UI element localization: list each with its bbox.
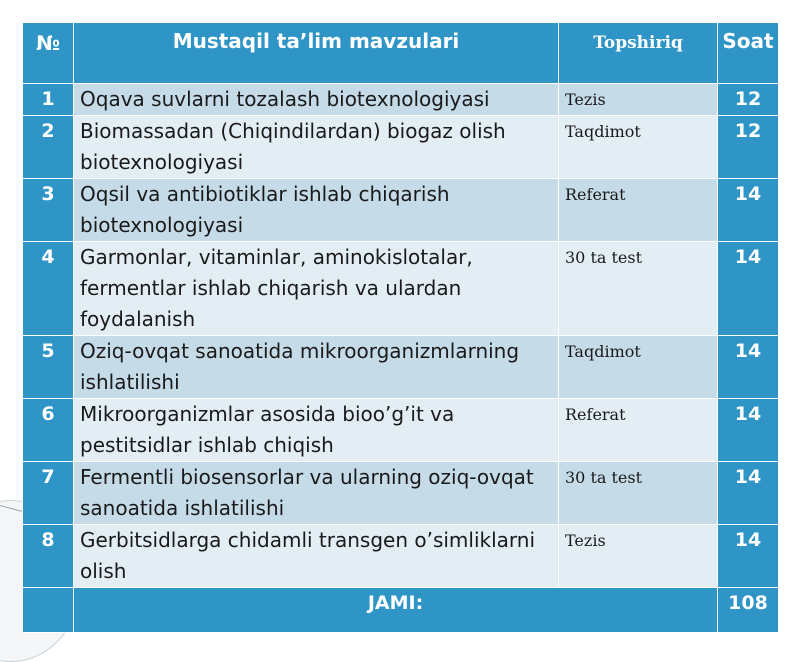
row-hours: 14 — [718, 336, 779, 399]
row-topic: Oqsil va antibiotiklar ishlab chiqarish biotexnologiyasi — [74, 179, 559, 242]
row-hours: 12 — [718, 116, 779, 179]
independent-study-table — [22, 22, 779, 633]
row-number: 5 — [23, 336, 74, 399]
row-hours: 14 — [718, 179, 779, 242]
table-total-row — [23, 588, 779, 633]
header-hours: Soat — [718, 23, 779, 84]
table-row — [23, 242, 779, 336]
table-row — [23, 84, 779, 116]
table-row — [23, 525, 779, 588]
header-task: Topshiriq — [559, 23, 718, 84]
row-hours: 14 — [718, 525, 779, 588]
row-number: 6 — [23, 399, 74, 462]
row-topic: Garmonlar, vitaminlar, aminokislotalar, fermentlar ishlab chiqarish va ulardan foydalanish — [74, 242, 559, 336]
row-topic: Fermentli biosensorlar va ularning oziq-ovqat sanoatida ishlatilishi — [74, 462, 559, 525]
table-row — [23, 179, 779, 242]
total-spacer — [23, 588, 74, 633]
row-hours: 14 — [718, 242, 779, 336]
row-topic: Biomassadan (Chiqindilardan) biogaz olish biotexnologiyasi — [74, 116, 559, 179]
row-number: 8 — [23, 525, 74, 588]
table-row — [23, 462, 779, 525]
row-task: Referat — [559, 179, 718, 242]
row-task: 30 ta test — [559, 242, 718, 336]
row-task: 30 ta test — [559, 462, 718, 525]
row-number: 4 — [23, 242, 74, 336]
row-task: Tezis — [559, 525, 718, 588]
header-topics: Mustaqil ta’lim mavzulari — [74, 23, 559, 84]
row-task: Taqdimot — [559, 336, 718, 399]
row-hours: 12 — [718, 84, 779, 116]
row-topic: Mikroorganizmlar asosida bioo’g’it va pestitsidlar ishlab chiqish — [74, 399, 559, 462]
total-hours: 108 — [718, 588, 779, 633]
header-number: № — [23, 23, 74, 84]
row-topic: Gerbitsidlarga chidamli transgen o’simliklarni olish — [74, 525, 559, 588]
row-task: Tezis — [559, 84, 718, 116]
total-label: JAMI: — [74, 588, 718, 633]
row-hours: 14 — [718, 462, 779, 525]
row-number: 7 — [23, 462, 74, 525]
table-header-row — [23, 23, 779, 84]
row-topic: Oqava suvlarni tozalash biotexnologiyasi — [74, 84, 559, 116]
row-number: 2 — [23, 116, 74, 179]
row-task: Taqdimot — [559, 116, 718, 179]
row-number: 1 — [23, 84, 74, 116]
row-hours: 14 — [718, 399, 779, 462]
row-topic: Oziq-ovqat sanoatida mikroorganizmlarning ishlatilishi — [74, 336, 559, 399]
table-row — [23, 399, 779, 462]
table-row — [23, 336, 779, 399]
table-row — [23, 116, 779, 179]
row-task: Referat — [559, 399, 718, 462]
row-number: 3 — [23, 179, 74, 242]
